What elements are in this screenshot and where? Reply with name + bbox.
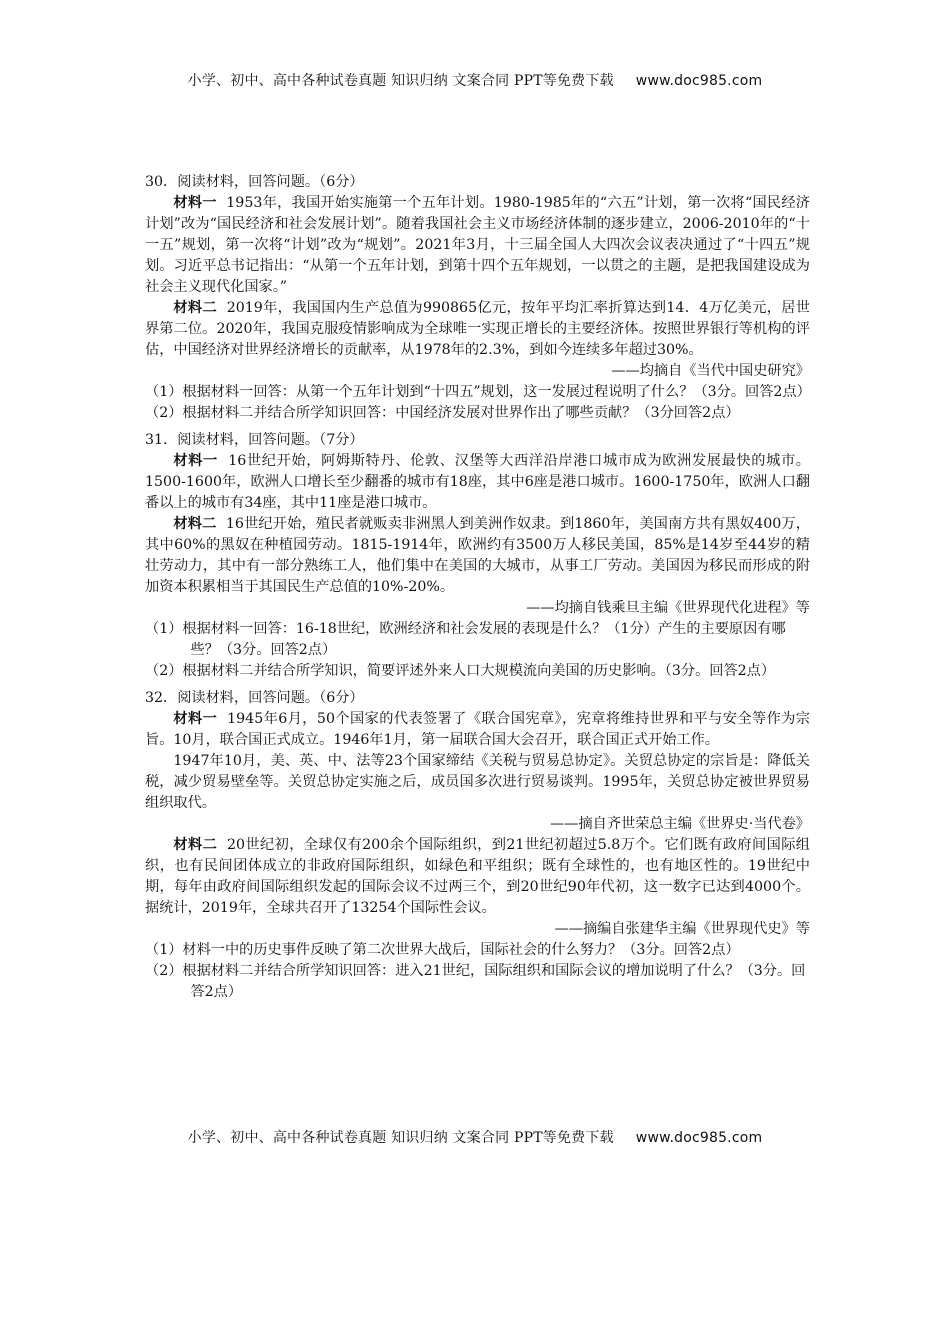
header-url[interactable]: www.doc985.com: [635, 73, 763, 89]
material-label: 材料一: [173, 195, 217, 211]
material-label: 材料二: [173, 300, 217, 316]
material-label: 材料一: [173, 711, 218, 727]
header-text: 小学、初中、高中各种试卷真题 知识归纳 文案合同 PPT等免费下载: [187, 73, 614, 89]
material-source: ——均摘自钱乘旦主编《世界现代化进程》等: [526, 600, 810, 616]
material-paragraph: [145, 514, 810, 598]
sub-question: （1）材料一中的历史事件反映了第二次世界大战后，国际社会的什么努力？（3分。回答2点）: [145, 942, 740, 958]
material-paragraph: [145, 451, 810, 514]
material-text: 1947年10月，美、英、中、法等23个国家缔结《关税与贸易总协定》。关贸总协定的宗旨是：降低关税，减少贸易壁垒等。关贸总协定实施之后，成员国多次进行贸易谈判。1995年，关贸总协定被世界贸易组织取代。: [145, 753, 810, 811]
material-paragraph: [145, 709, 810, 751]
material-paragraph: [145, 298, 810, 361]
question-31: [145, 430, 810, 682]
material-paragraph: [145, 193, 810, 298]
material-source: ——均摘自《当代中国史研究》: [611, 363, 810, 379]
material-label: 材料二: [173, 516, 217, 532]
page-footer: [0, 1127, 950, 1147]
sub-question: （1）根据材料一回答：从第一个五年计划到“十四五”规划，这一发展过程说明了什么？（3分。回答2点）: [145, 384, 811, 400]
material-label: 材料一: [173, 453, 218, 469]
material-text: 1953年，我国开始实施第一个五年计划。1980-1985年的“六五”计划，第一次将“国民经济计划”改为“国民经济和社会发展计划”。随着我国社会主义市场经济体制的逐步建立，2006-2010年的“十一五”规划，第一次将“计划”改为“规划”。2021年3月，十三届全国人大四次会议表决通过了“十四五”规划。习近平总书记指出：“从第一个五年计划，到第十四个五年规划，一以贯之的主题，是把我国建设成为社会主义现代化国家。”: [145, 195, 810, 295]
exam-content: [145, 172, 810, 1009]
material-source: ——摘自齐世荣总主编《世界史·当代卷》: [550, 816, 810, 832]
material-paragraph: [145, 835, 810, 919]
sub-question: （2）根据材料二并结合所学知识，简要评述外来人口大规模流向美国的历史影响。（3分。回答2点）: [145, 663, 776, 679]
question-title: 32．阅读材料，回答问题。（6分）: [145, 690, 364, 706]
material-text: 16世纪开始，殖民者就贩卖非洲黑人到美洲作奴隶。到1860年，美国南方共有黑奴400万，其中60%的黑奴在种植园劳动。1815-1914年，欧洲约有3500万人移民美国，85%是14岁至44岁的精壮劳动力，其中有一部分熟练工人，他们集中在美国的大城市，从事工厂劳动。美国因为移民而形成的附加资本积累相当于其国民生产总值的10%-20%。: [145, 516, 810, 595]
sub-question: （2）根据材料二并结合所学知识回答：中国经济发展对世界作出了哪些贡献？（3分回答2点）: [145, 405, 740, 421]
sub-question: （1）根据材料一回答：16-18世纪，欧洲经济和社会发展的表现是什么？（1分）产生的主要原因有哪些？（3分。回答2点）: [145, 621, 786, 658]
question-title: 31．阅读材料，回答问题。（7分）: [145, 432, 364, 448]
question-30: [145, 172, 810, 424]
material-source: ——摘编自张建华主编《世界现代史》等: [554, 921, 810, 937]
material-paragraph: [145, 751, 810, 814]
material-text: 16世纪开始，阿姆斯特丹、伦敦、汉堡等大西洋沿岸港口城市成为欧洲发展最快的城市。1500-1600年，欧洲人口增长至少翻番的城市有18座，其中6座是港口城市。1600-1750年，欧洲人口翻番以上的城市有34座，其中11座是港口城市。: [145, 453, 810, 511]
page-header: [0, 70, 950, 90]
material-text: 1945年6月，50个国家的代表签署了《联合国宪章》，宪章将维持世界和平与安全等作为宗旨。10月，联合国正式成立。1946年1月，第一届联合国大会召开，联合国正式开始工作。: [145, 711, 810, 748]
question-title: 30．阅读材料，回答问题。（6分）: [145, 174, 364, 190]
footer-text: 小学、初中、高中各种试卷真题 知识归纳 文案合同 PPT等免费下载: [187, 1130, 614, 1146]
material-label: 材料二: [173, 837, 218, 853]
footer-url[interactable]: www.doc985.com: [635, 1130, 763, 1146]
sub-question: （2）根据材料二并结合所学知识回答：进入21世纪，国际组织和国际会议的增加说明了什么？（3分。回答2点）: [145, 963, 806, 1000]
question-32: [145, 688, 810, 1003]
material-text: 20世纪初，全球仅有200余个国际组织，到21世纪初超过5.8万个。它们既有政府间国际组织，也有民间团体成立的非政府国际组织，如绿色和平组织；既有全球性的，也有地区性的。19世纪中期，每年由政府间国际组织发起的国际会议不过两三个，到20世纪90年代初，这一数字已达到4000个。据统计，2019年，全球共召开了13254个国际性会议。: [145, 837, 810, 916]
material-text: 2019年，我国国内生产总值为990865亿元，按年平均汇率折算达到14．4万亿美元，居世界第二位。2020年，我国克服疫情影响成为全球唯一实现正增长的主要经济体。按照世界银行等机构的评估，中国经济对世界经济增长的贡献率，从1978年的2.3%，到如今连续多年超过30%。: [145, 300, 810, 358]
